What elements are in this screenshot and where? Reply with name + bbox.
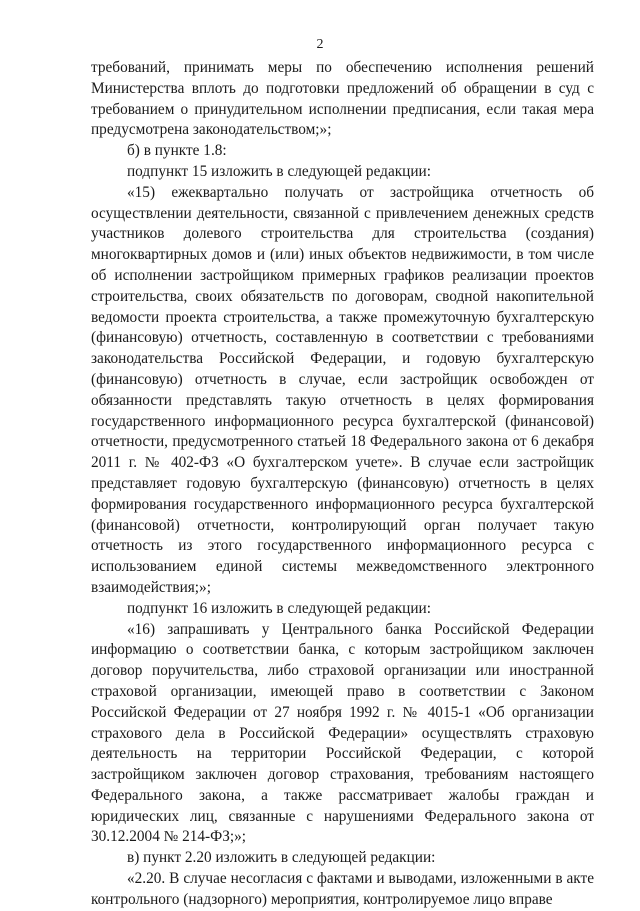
paragraph-item-b: б) в пункте 1.8: <box>127 142 227 160</box>
paragraph-subpoint-16-intro: подпункт 16 изложить в следующей редакции: <box>127 599 431 617</box>
paragraph-point-2-20: «2.20. В случае несогласия с фактами и выводами, изложенными в акте контрольного (надзорного) мероприятия, контролируемое лицо вправе <box>91 870 594 908</box>
paragraph-continuation: требований, принимать меры по обеспечению исполнения решений Министерства вплоть до подготовки предложений об обращении в суд с требованием о принудительном исполнении предписания, если такая мера предусмотрена законодательством;»; <box>91 59 594 139</box>
paragraph-item-v: в) пункт 2.20 изложить в следующей редакции: <box>127 849 436 867</box>
page-number: 2 <box>316 37 324 52</box>
paragraph-subpoint-15-intro: подпункт 15 изложить в следующей редакции: <box>127 162 431 180</box>
paragraph-subpoint-16: «16) запрашивать у Центрального банка Российской Федерации информацию о соответствии банка, с которым застройщиком заключен договор поручительства, либо страховой организации или иностранной страховой организации, имеющей право в соответствии с Законом Российской Федерации от 27 ноября 1992 г. № 4015-1 «Об организации страхового дела в Российской Федерации» осуществлять страховую деятельность на территории Российской Федерации, с которой застройщиком заключен договор страхования, требованиям настоящего Федерального закона, а также рассматривает жалобы граждан и юридических лиц, связанные с нарушениями Федерального закона от 30.12.2004 № 214-ФЗ;»; <box>91 620 594 846</box>
document-body <box>91 58 594 911</box>
paragraph-subpoint-15: «15) ежеквартально получать от застройщика отчетность об осуществлении деятельности, связанной с привлечением денежных средств участников долевого строительства для строительства (создания) многоквартирных домов и (или) иных объектов недвижимости, в том числе об исполнении застройщиком примерных графиков реализации проектов строительства, своих обязательств по договорам, сводной накопительной ведомости проекта строительства, а также промежуточную бухгалтерскую (финансовую) отчетность, составленную в соответствии с требованиями законодательства Российской Федерации, и годовую бухгалтерскую (финансовую) отчетность в случае, если застройщик освобожден от обязанности представлять такую отчетность в целях формирования государственного информационного ресурса бухгалтерской (финансовой) отчетности, предусмотренного статьей 18 Федерального закона от 6 декабря 2011 г. № 402-ФЗ «О бухгалтерском учете». В случае если застройщик представляет годовую бухгалтерскую (финансовую) отчетность в целях формирования государственного информационного ресурса бухгалтерской (финансовой) отчетности, контролирующий орган получает такую отчетность из этого государственного информационного ресурса с использованием единой системы межведомственного электронного взаимодействия;»; <box>91 183 594 596</box>
